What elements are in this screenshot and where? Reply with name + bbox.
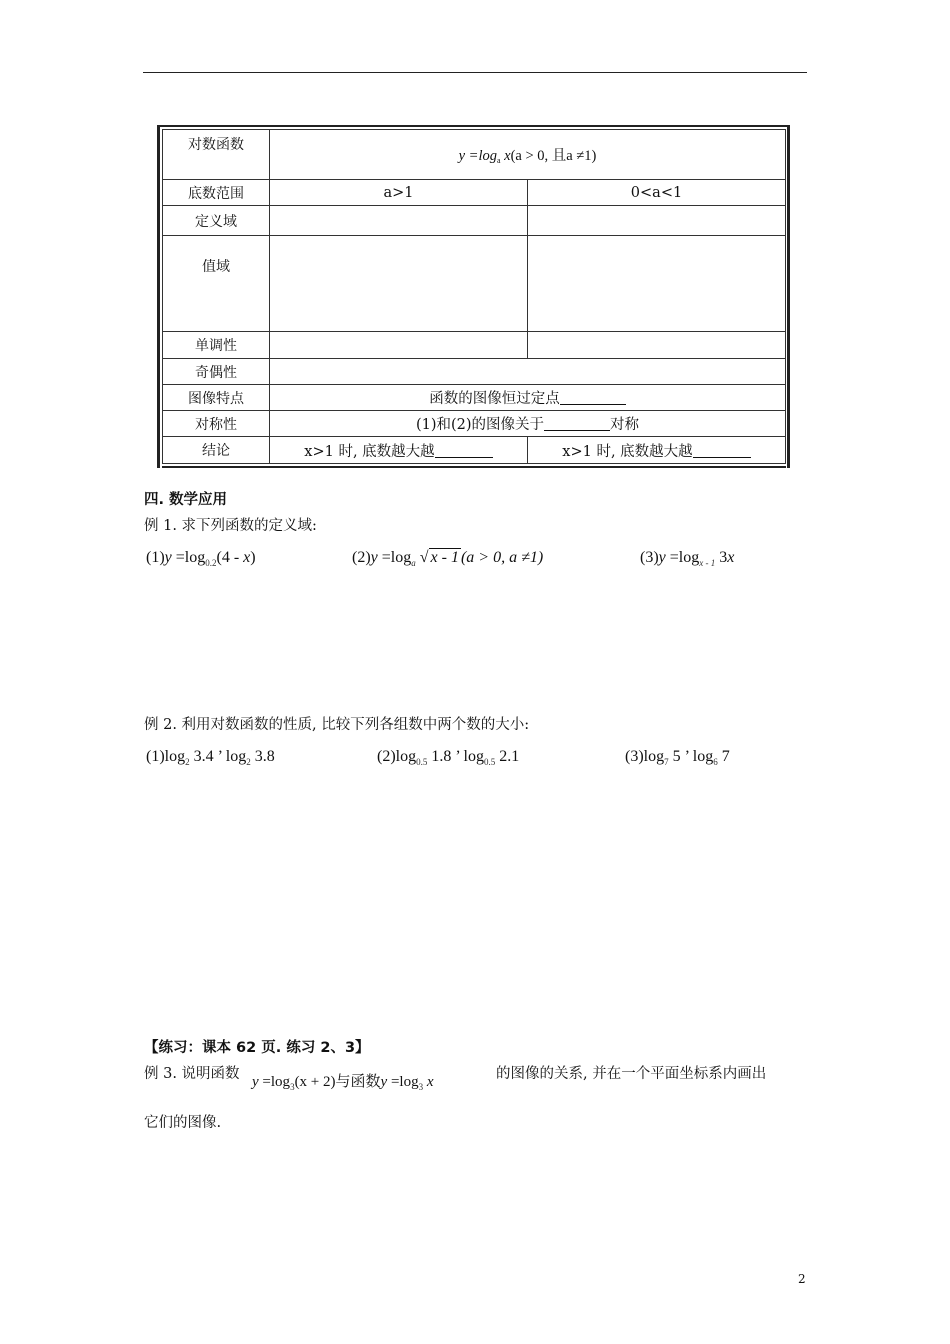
conclusion-cell-2: x>1 时, 底数越大越 [528,437,786,464]
domain-cell-2 [528,206,786,236]
page-number: 2 [798,1272,806,1286]
graph-feature-cell: 函数的图像恒过定点 [270,385,786,411]
example3-suffix: 的图像的关系, 并在一个平面坐标系内画出 [496,1066,767,1082]
table-row [163,236,786,332]
function-formula: $y =\log_a$ x(a > 0, 且a ≠1) [270,130,786,180]
row-label-range: 值域 [163,236,270,332]
table-row [163,130,786,180]
row-label-monotonicity: 单调性 [163,332,270,359]
practice-note: 【练习：课本 62 页. 练习 2、3】 [144,1040,370,1056]
row-label-base-range: 底数范围 [163,180,270,206]
range-cell-1 [270,236,528,332]
table-bottom-rule [162,466,786,468]
section-heading: 四. 数学应用 [144,492,228,508]
example1-formula-2: $(2)y =\log_a$ √ x - 1 (a > 0, a ≠1) [352,549,544,568]
table-row [163,206,786,236]
conclusion-blank-1 [435,457,493,458]
table-row [163,332,786,359]
example1-formula-1: $(1)y =\log_{0.2}(4 - x)$ [146,549,256,568]
monotonicity-cell-2 [528,332,786,359]
parity-cell [270,359,786,385]
table-row [163,437,786,464]
domain-cell-1 [270,206,528,236]
log-properties-table [162,129,786,464]
row-label-conclusion: 结论 [163,437,270,464]
example3-prefix: 例 3. 说明函数 [144,1066,240,1082]
table-row [163,180,786,206]
row-label-function: 对数函数 [163,130,270,180]
example2-title: 例 2. 利用对数函数的性质, 比较下列各组数中两个数的大小: [144,717,530,733]
conclusion-blank-2 [693,457,751,458]
table-row [163,385,786,411]
table-row [163,359,786,385]
base-range-lt1: 0<a<1 [528,180,786,206]
example3-line2: 它们的图像. [144,1115,222,1131]
header-rule [143,72,807,73]
example3-formula: $y =\log_3(x + 2)$与函数$y =\log_3$ x [252,1074,434,1092]
range-cell-2 [528,236,786,332]
base-range-gt1: a>1 [270,180,528,206]
symmetry-cell: (1)和(2)的图像关于 对称 [270,411,786,437]
example1-formula-3: $(3)y =\log_{x - 1}$ 3x [640,549,735,568]
example1-title: 例 1. 求下列函数的定义域: [144,518,317,534]
conclusion-cell-1: x>1 时, 底数越大越 [270,437,528,464]
fixed-point-blank [560,404,626,405]
example2-group-2: $(2)\log_{0.5}$ 1.8 ’ $\log_{0.5} 2.1$ [377,748,520,767]
symmetry-blank [544,430,610,431]
row-label-graph: 图像特点 [163,385,270,411]
row-label-domain: 定义域 [163,206,270,236]
row-label-parity: 奇偶性 [163,359,270,385]
row-label-symmetry: 对称性 [163,411,270,437]
table-row [163,411,786,437]
example2-group-1: $(1)\log_2$ 3.4 ’ $\log_2 3.8$ [146,748,275,767]
sqrt-radicand: x - 1 [430,549,459,566]
example2-group-3: $(3)\log_7$ 5 ’ $\log_6 7$ [625,748,730,767]
monotonicity-cell-1 [270,332,528,359]
